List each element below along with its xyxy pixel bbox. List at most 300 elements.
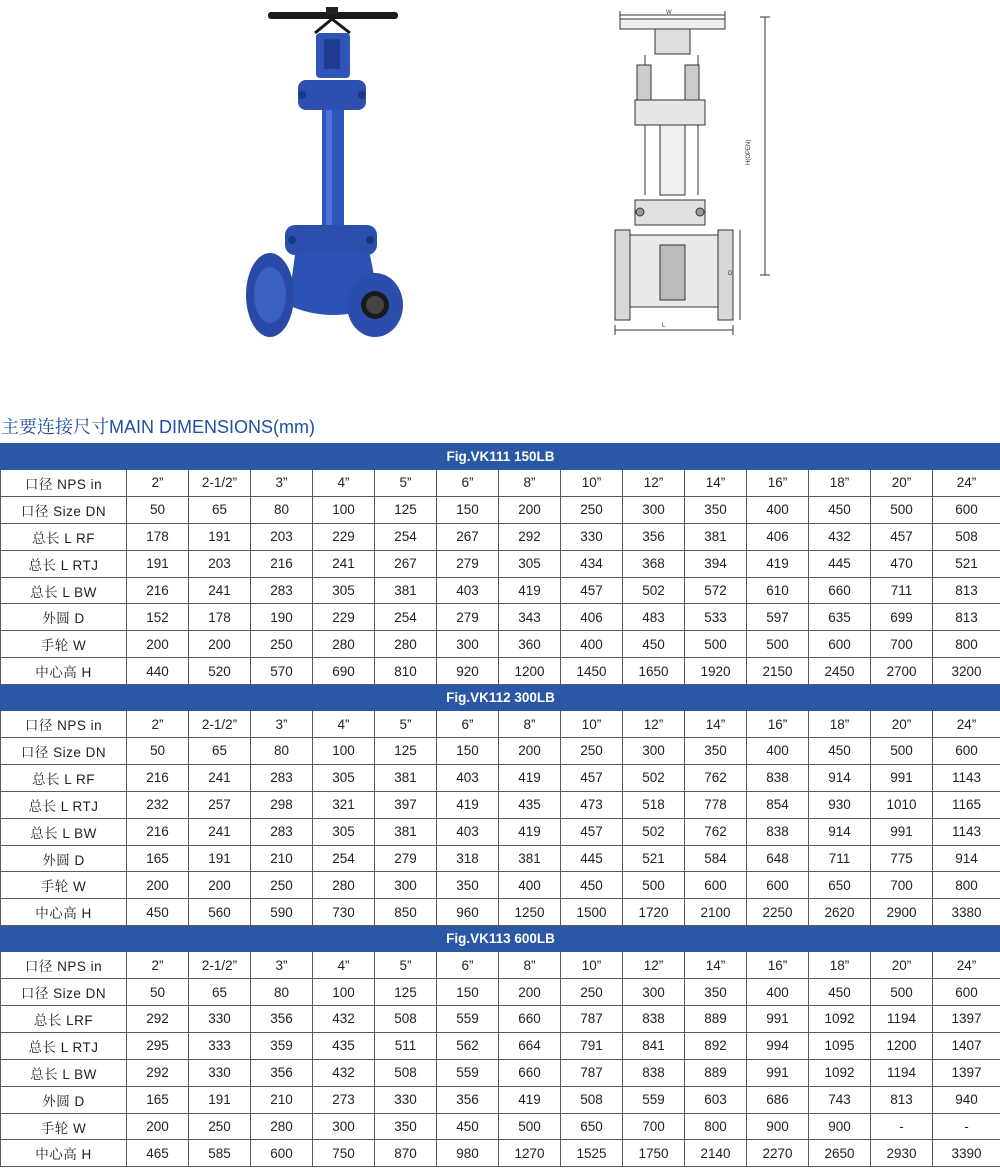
table-cell: 2150 [747, 658, 809, 685]
row-label: 口径 NPS in [1, 952, 127, 979]
table-cell: 300 [313, 1113, 375, 1140]
row-label: 总长 L RTJ [1, 1032, 127, 1059]
table-cell: 298 [251, 791, 313, 818]
table-cell: 50 [127, 738, 189, 765]
table-cell: 241 [189, 818, 251, 845]
row-label: 总长 L RTJ [1, 791, 127, 818]
table-cell: 419 [747, 550, 809, 577]
table-cell: 635 [809, 604, 871, 631]
table-cell: 283 [251, 818, 313, 845]
table-cell: 500 [747, 631, 809, 658]
table-cell: 445 [561, 845, 623, 872]
table-cell: 648 [747, 845, 809, 872]
table-cell: 267 [437, 523, 499, 550]
table-cell: 572 [685, 577, 747, 604]
table-cell: 178 [127, 523, 189, 550]
table-cell: 216 [127, 764, 189, 791]
section-title: 主要连接尺寸MAIN DIMENSIONS(mm) [1, 417, 315, 437]
drawing-label-h: H(OPEN) [746, 139, 752, 165]
table-cell: 330 [561, 523, 623, 550]
table-cell: 200 [499, 979, 561, 1006]
table-cell: 854 [747, 791, 809, 818]
table-cell: 850 [375, 899, 437, 926]
row-label: 总长 LRF [1, 1006, 127, 1033]
table-title: Fig.VK111 150LB [1, 444, 1000, 470]
table-cell: 994 [747, 1032, 809, 1059]
table-cell: 660 [499, 1006, 561, 1033]
table-cell: 18” [809, 711, 871, 738]
table-cell: 900 [747, 1113, 809, 1140]
table-cell: 500 [871, 738, 933, 765]
table-cell: 403 [437, 577, 499, 604]
table-cell: 216 [127, 577, 189, 604]
table-cell: 16” [747, 711, 809, 738]
table-cell: 200 [499, 496, 561, 523]
table-cell: 457 [561, 764, 623, 791]
table-cell: 1525 [561, 1140, 623, 1167]
table-cell: 300 [437, 631, 499, 658]
row-label: 外圆 D [1, 845, 127, 872]
table-cell: 502 [623, 577, 685, 604]
table-cell: 711 [871, 577, 933, 604]
table-cell: 440 [127, 658, 189, 685]
table-cell: 3” [251, 470, 313, 497]
row-label: 中心高 H [1, 899, 127, 926]
table-cell: 350 [375, 1113, 437, 1140]
table-cell: - [871, 1113, 933, 1140]
table-cell: 10” [561, 711, 623, 738]
table-row [1, 1113, 1000, 1140]
table-cell: 559 [437, 1059, 499, 1086]
row-label: 总长 L BW [1, 1059, 127, 1086]
table-cell: 686 [747, 1086, 809, 1113]
table-cell: 559 [623, 1086, 685, 1113]
table-cell: 2-1/2” [189, 711, 251, 738]
table-cell: 2900 [871, 899, 933, 926]
table-cell: 2” [127, 711, 189, 738]
table-cell: 603 [685, 1086, 747, 1113]
table-cell: 5” [375, 952, 437, 979]
table-cell: 450 [809, 979, 871, 1006]
table-cell: 18” [809, 952, 871, 979]
table-cell: 457 [561, 818, 623, 845]
table-cell: 520 [189, 658, 251, 685]
table-cell: 5” [375, 711, 437, 738]
table-row [1, 1059, 1000, 1086]
table-cell: 813 [871, 1086, 933, 1113]
dimension-drawing [600, 5, 775, 340]
table-cell: 200 [499, 738, 561, 765]
table-cell: 400 [499, 872, 561, 899]
table-cell: 350 [685, 738, 747, 765]
table-row [1, 872, 1000, 899]
table-cell: 250 [561, 979, 623, 1006]
table-cell: 432 [313, 1059, 375, 1086]
table-cell: 203 [251, 523, 313, 550]
table-cell: 778 [685, 791, 747, 818]
table-cell: 521 [623, 845, 685, 872]
table-cell: 321 [313, 791, 375, 818]
table-cell: 280 [375, 631, 437, 658]
table-cell: 810 [375, 658, 437, 685]
table-cell: 690 [313, 658, 375, 685]
table-cell: 333 [189, 1032, 251, 1059]
table-cell: 500 [623, 872, 685, 899]
table-cell: 10” [561, 952, 623, 979]
table-cell: 600 [251, 1140, 313, 1167]
table-cell: 435 [313, 1032, 375, 1059]
table-cell: 870 [375, 1140, 437, 1167]
table-cell: 368 [623, 550, 685, 577]
table-cell: 80 [251, 979, 313, 1006]
table-cell: 1407 [933, 1032, 1000, 1059]
table-cell: 419 [437, 791, 499, 818]
table-cell: 700 [871, 631, 933, 658]
table-cell: 434 [561, 550, 623, 577]
table-cell: 300 [623, 738, 685, 765]
table-cell: 250 [561, 496, 623, 523]
table-row [1, 604, 1000, 631]
table-cell: 216 [127, 818, 189, 845]
table-cell: 400 [747, 979, 809, 1006]
row-label: 口径 Size DN [1, 738, 127, 765]
table-cell: 356 [251, 1006, 313, 1033]
table-cell: 305 [499, 550, 561, 577]
table-cell: 2” [127, 470, 189, 497]
table-cell: 465 [127, 1140, 189, 1167]
table-row [1, 845, 1000, 872]
table-cell: 292 [127, 1006, 189, 1033]
table-cell: 3380 [933, 899, 1000, 926]
table-cell: 940 [933, 1086, 1000, 1113]
table-row [1, 496, 1000, 523]
table-cell: 1750 [623, 1140, 685, 1167]
table-row [1, 631, 1000, 658]
table-cell: 12” [623, 470, 685, 497]
table-row [1, 550, 1000, 577]
drawing-label-d: D [728, 271, 733, 277]
table-cell: 562 [437, 1032, 499, 1059]
table-cell: 24” [933, 711, 1000, 738]
table-cell: 585 [189, 1140, 251, 1167]
table-row [1, 470, 1000, 497]
table-cell: 356 [251, 1059, 313, 1086]
table-cell: 930 [809, 791, 871, 818]
table-cell: 4” [313, 711, 375, 738]
table-cell: 254 [375, 604, 437, 631]
table-row [1, 1086, 1000, 1113]
table-cell: 892 [685, 1032, 747, 1059]
table-cell: 210 [251, 845, 313, 872]
table-cell: 165 [127, 845, 189, 872]
table-cell: - [933, 1113, 1000, 1140]
table-cell: 889 [685, 1059, 747, 1086]
table-cell: 350 [437, 872, 499, 899]
row-label: 外圆 D [1, 1086, 127, 1113]
table-cell: 500 [499, 1113, 561, 1140]
row-label: 手轮 W [1, 872, 127, 899]
table-row [1, 523, 1000, 550]
table-cell: 1010 [871, 791, 933, 818]
table-cell: 841 [623, 1032, 685, 1059]
table-cell: 257 [189, 791, 251, 818]
table-cell: 1194 [871, 1059, 933, 1086]
table-cell: 419 [499, 1086, 561, 1113]
table-cell: 889 [685, 1006, 747, 1033]
table-cell: 360 [499, 631, 561, 658]
table-cell: 508 [375, 1059, 437, 1086]
table-cell: 241 [189, 764, 251, 791]
table-cell: 318 [437, 845, 499, 872]
table-cell: 457 [871, 523, 933, 550]
table-cell: 65 [189, 979, 251, 1006]
table-cell: 838 [747, 818, 809, 845]
drawing-label-w: W [666, 10, 672, 16]
table-row [1, 818, 1000, 845]
table-cell: 914 [809, 764, 871, 791]
table-cell: 450 [561, 872, 623, 899]
table-cell: 24” [933, 952, 1000, 979]
table-cell: 6” [437, 952, 499, 979]
table-cell: 241 [189, 577, 251, 604]
table-cell: 2930 [871, 1140, 933, 1167]
table-cell: 250 [251, 872, 313, 899]
table-cell: 150 [437, 496, 499, 523]
table-cell: 610 [747, 577, 809, 604]
table-cell: 125 [375, 496, 437, 523]
table-cell: 406 [561, 604, 623, 631]
table-cell: 394 [685, 550, 747, 577]
drawing-label-l: L [662, 323, 666, 329]
table-cell: 3200 [933, 658, 1000, 685]
table-header-row [1, 444, 1000, 470]
table-cell: 191 [127, 550, 189, 577]
dimensions-tables [0, 443, 1000, 1167]
table-cell: 350 [685, 496, 747, 523]
table-cell: 2-1/2” [189, 470, 251, 497]
table-cell: 800 [933, 872, 1000, 899]
table-cell: 838 [623, 1059, 685, 1086]
table-cell: 100 [313, 496, 375, 523]
table-cell: 50 [127, 979, 189, 1006]
table-cell: 650 [561, 1113, 623, 1140]
table-cell: 381 [685, 523, 747, 550]
table-cell: 2” [127, 952, 189, 979]
row-label: 总长 L RTJ [1, 550, 127, 577]
table-cell: 787 [561, 1006, 623, 1033]
table-cell: 2700 [871, 658, 933, 685]
table-cell: 229 [313, 523, 375, 550]
row-label: 外圆 D [1, 604, 127, 631]
table-cell: 241 [313, 550, 375, 577]
table-cell: 80 [251, 738, 313, 765]
table-row [1, 979, 1000, 1006]
table-cell: 1920 [685, 658, 747, 685]
table-cell: 3” [251, 711, 313, 738]
table-cell: 65 [189, 496, 251, 523]
table-cell: 445 [809, 550, 871, 577]
table-cell: 16” [747, 470, 809, 497]
table-cell: 14” [685, 952, 747, 979]
table-cell: 960 [437, 899, 499, 926]
table-cell: 600 [933, 496, 1000, 523]
row-label: 口径 NPS in [1, 470, 127, 497]
table-cell: 2250 [747, 899, 809, 926]
table-cell: 200 [127, 872, 189, 899]
table-cell: 279 [437, 604, 499, 631]
table-cell: 400 [747, 738, 809, 765]
table-cell: 330 [189, 1059, 251, 1086]
table-cell: 650 [809, 872, 871, 899]
table-cell: 250 [251, 631, 313, 658]
table-cell: 16” [747, 952, 809, 979]
table-cell: 597 [747, 604, 809, 631]
table-cell: 191 [189, 523, 251, 550]
table-cell: 250 [561, 738, 623, 765]
table-cell: 730 [313, 899, 375, 926]
table-cell: 700 [871, 872, 933, 899]
table-cell: 350 [685, 979, 747, 1006]
table-cell: 2620 [809, 899, 871, 926]
table-title: Fig.VK112 300LB [1, 685, 1000, 711]
table-cell: 283 [251, 764, 313, 791]
table-cell: 600 [933, 738, 1000, 765]
table-cell: 400 [561, 631, 623, 658]
table-cell: 403 [437, 764, 499, 791]
table-cell: 4” [313, 952, 375, 979]
table-cell: 20” [871, 711, 933, 738]
table-cell: 6” [437, 711, 499, 738]
table-cell: 664 [499, 1032, 561, 1059]
table-cell: 1165 [933, 791, 1000, 818]
table-cell: 295 [127, 1032, 189, 1059]
table-cell: 699 [871, 604, 933, 631]
table-cell: 200 [189, 631, 251, 658]
table-cell: 502 [623, 818, 685, 845]
table-cell: 200 [189, 872, 251, 899]
table-cell: 419 [499, 577, 561, 604]
table-cell: 125 [375, 979, 437, 1006]
table-cell: 1143 [933, 818, 1000, 845]
table-cell: 791 [561, 1032, 623, 1059]
row-label: 总长 L BW [1, 818, 127, 845]
table-cell: 300 [623, 979, 685, 1006]
table-cell: 1200 [499, 658, 561, 685]
table-cell: 450 [623, 631, 685, 658]
table-cell: 250 [189, 1113, 251, 1140]
table-cell: 980 [437, 1140, 499, 1167]
table-cell: 502 [623, 764, 685, 791]
table-cell: 2270 [747, 1140, 809, 1167]
table-cell: 511 [375, 1032, 437, 1059]
table-cell: 20” [871, 470, 933, 497]
table-cell: 4” [313, 470, 375, 497]
table-cell: 292 [499, 523, 561, 550]
table-cell: 359 [251, 1032, 313, 1059]
table-cell: 12” [623, 952, 685, 979]
table-cell: 432 [809, 523, 871, 550]
row-label: 手轮 W [1, 1113, 127, 1140]
table-cell: 65 [189, 738, 251, 765]
row-label: 手轮 W [1, 631, 127, 658]
table-cell: 1095 [809, 1032, 871, 1059]
table-row [1, 738, 1000, 765]
table-cell: 787 [561, 1059, 623, 1086]
table-cell: 500 [871, 496, 933, 523]
table-cell: 2650 [809, 1140, 871, 1167]
table-cell: 200 [127, 1113, 189, 1140]
table-row [1, 1006, 1000, 1033]
table-cell: 457 [561, 577, 623, 604]
table-cell: 521 [933, 550, 1000, 577]
table-row [1, 791, 1000, 818]
table-cell: 3” [251, 952, 313, 979]
table-cell: 279 [375, 845, 437, 872]
table-cell: 920 [437, 658, 499, 685]
table-cell: 24” [933, 470, 1000, 497]
row-label: 口径 Size DN [1, 979, 127, 1006]
table-cell: 1650 [623, 658, 685, 685]
table-cell: 1397 [933, 1006, 1000, 1033]
table-cell: 991 [747, 1059, 809, 1086]
table-cell: 232 [127, 791, 189, 818]
table-cell: 191 [189, 1086, 251, 1113]
table-cell: 190 [251, 604, 313, 631]
table-cell: 559 [437, 1006, 499, 1033]
table-cell: 590 [251, 899, 313, 926]
table-cell: 178 [189, 604, 251, 631]
table-cell: 800 [933, 631, 1000, 658]
table-title: Fig.VK113 600LB [1, 926, 1000, 952]
table-row [1, 577, 1000, 604]
table-cell: 600 [933, 979, 1000, 1006]
table-cell: 660 [809, 577, 871, 604]
valve-photo [240, 5, 410, 340]
table-cell: 1092 [809, 1006, 871, 1033]
table-cell: 483 [623, 604, 685, 631]
table-cell: 991 [871, 764, 933, 791]
table-header-row [1, 926, 1000, 952]
table-cell: 533 [685, 604, 747, 631]
row-label: 总长 L RF [1, 764, 127, 791]
table-cell: 450 [437, 1113, 499, 1140]
table-cell: 500 [871, 979, 933, 1006]
table-cell: 200 [127, 631, 189, 658]
table-cell: 991 [871, 818, 933, 845]
table-cell: 1500 [561, 899, 623, 926]
table-cell: 508 [933, 523, 1000, 550]
table-cell: 762 [685, 818, 747, 845]
table-cell: 2140 [685, 1140, 747, 1167]
table-cell: 1092 [809, 1059, 871, 1086]
table-cell: 18” [809, 470, 871, 497]
table-cell: 750 [313, 1140, 375, 1167]
table-cell: 191 [189, 845, 251, 872]
table-cell: 279 [437, 550, 499, 577]
table-cell: 210 [251, 1086, 313, 1113]
row-label: 总长 L RF [1, 523, 127, 550]
table-cell: 3390 [933, 1140, 1000, 1167]
table-cell: 660 [499, 1059, 561, 1086]
table-cell: 305 [313, 818, 375, 845]
table-cell: 150 [437, 738, 499, 765]
table-cell: 900 [809, 1113, 871, 1140]
table-cell: 125 [375, 738, 437, 765]
table-cell: 280 [313, 631, 375, 658]
table-row [1, 1032, 1000, 1059]
table-cell: 330 [189, 1006, 251, 1033]
table-cell: 6” [437, 470, 499, 497]
